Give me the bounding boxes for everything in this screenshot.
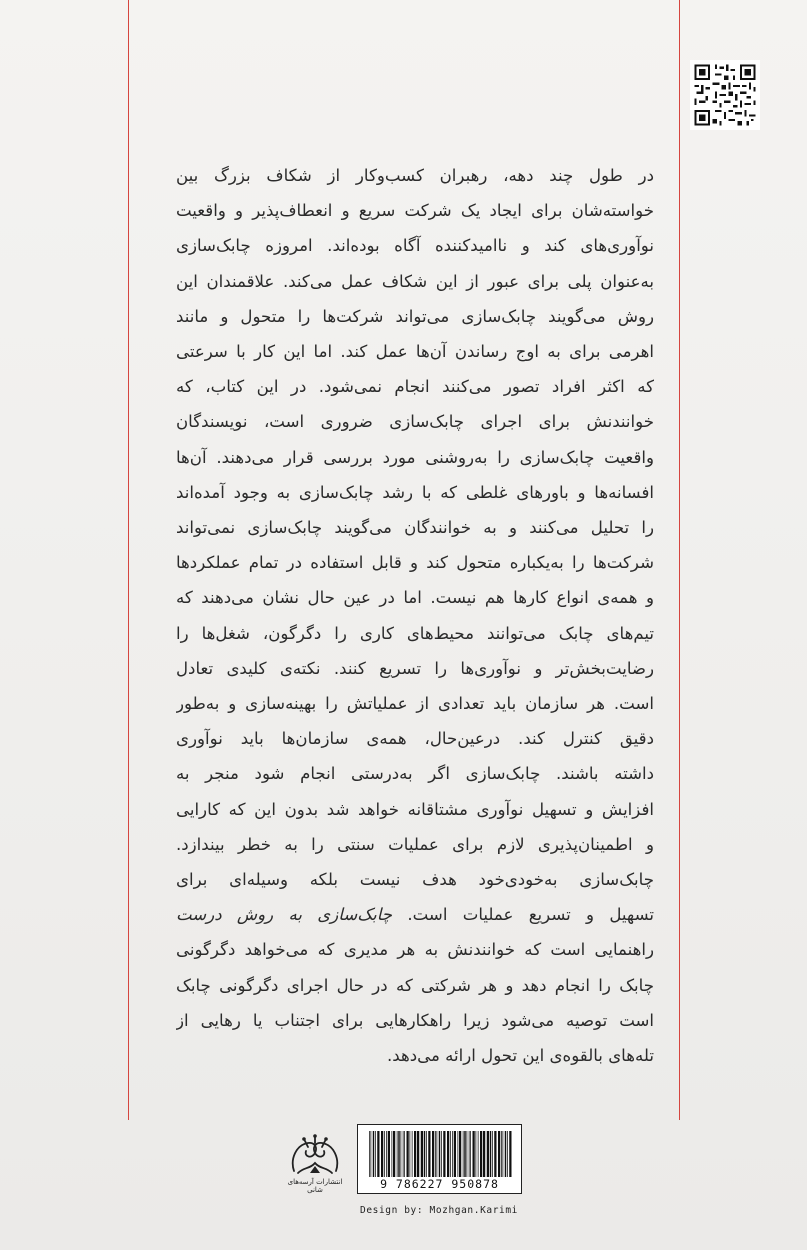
barcode-bars (368, 1131, 513, 1177)
description-line: خواسته‌شان برای ایجاد یک شرکت سریع و انعطاف‌پذیر و واقعیت (176, 201, 654, 221)
description-line: افسانه‌ها و باورهای غلطی که با رشد چابک‌سازی به وجود آمده‌اند (176, 482, 654, 502)
barcode-bar (398, 1131, 400, 1177)
barcode-bar (428, 1131, 430, 1177)
description-line: در طول چند دهه، رهبران کسب‌وکار از شکاف بزرگ بین (176, 166, 654, 185)
barcode-bar (463, 1131, 464, 1177)
barcode-bar (443, 1131, 445, 1177)
description-line: دقیق کنترل کند. درعین‌حال، همه‌ی سازمان‌ها باید نوآوری (176, 729, 654, 749)
designer-credit: Design by: Mozhgan.Karimi (360, 1205, 518, 1216)
barcode-bar (503, 1131, 504, 1177)
barcode-bar (452, 1131, 453, 1177)
barcode-bar (412, 1131, 413, 1177)
barcode-bar (401, 1131, 402, 1177)
description-line: روش می‌گویند چابک‌سازی می‌تواند شرکت‌ها را متحول و مانند (176, 306, 654, 326)
barcode-bar (505, 1131, 507, 1177)
description-line: داشته باشند. چابک‌سازی اگر به‌درستی انجام شود منجر به (176, 764, 654, 784)
barcode-bar (483, 1131, 485, 1177)
barcode-bar (470, 1131, 471, 1177)
barcode-bar (469, 1131, 470, 1177)
book-description (176, 158, 654, 1073)
isbn-number: 9 786227 950878 (380, 1177, 499, 1191)
publisher-emblem-icon (284, 1133, 346, 1181)
barcode-bar (480, 1131, 482, 1177)
barcode-bar (373, 1131, 375, 1177)
description-line-with-title (176, 897, 654, 932)
barcode-bar (388, 1131, 390, 1177)
barcode-bar (509, 1131, 511, 1177)
barcode-bar (424, 1131, 426, 1177)
description-line: افزایش و تسهیل نوآوری مشتاقانه خواهد شد بدون این که کارایی (176, 799, 654, 819)
barcode-bar (492, 1131, 493, 1177)
barcode-bar (432, 1131, 434, 1177)
barcode-bar (439, 1131, 441, 1177)
barcode-bar (435, 1131, 436, 1177)
description-line: تیم‌های چابک می‌توانند محیط‌های کاری را دگرگون، شغل‌ها را (176, 623, 654, 643)
barcode-bar (437, 1131, 438, 1177)
publisher-name: انتشارات آرسه‌های شانی (287, 1178, 343, 1194)
description-line: و اطمینان‌پذیری لازم برای عملیات سنتی را به خطر بیندازد. (176, 834, 654, 854)
description-line: و همه‌ی انواع کارها هم نیست. اما در عین حال نشان می‌دهند که (176, 588, 654, 608)
description-line: تله‌های بالقوه‌ی این تحول ارائه می‌دهد. (387, 1046, 654, 1066)
isbn-barcode (357, 1124, 522, 1194)
barcode-bar (490, 1131, 492, 1177)
barcode-bar (501, 1131, 502, 1177)
description-line: است توصیه می‌شود زیرا راهکارهایی برای اجتناب یا رهایی از (176, 1010, 654, 1030)
barcode-bar (392, 1131, 393, 1177)
barcode-bar (393, 1131, 395, 1177)
barcode-bar (464, 1131, 466, 1177)
frame-right-line (679, 0, 680, 1120)
description-line: چابک را انجام دهد و هر شرکتی که در حال اجرای دگرگونی چابک (176, 975, 654, 995)
barcode-bar (454, 1131, 456, 1177)
barcode-bar (371, 1131, 372, 1177)
barcode-bar (410, 1131, 411, 1177)
barcode-bar (377, 1131, 379, 1177)
barcode-bar (441, 1131, 442, 1177)
description-line: شرکت‌ها را به‌یکباره متحول کند و قابل استفاده در تمام عملکردها (176, 553, 654, 573)
barcode-bar (414, 1131, 416, 1177)
barcode-bar (404, 1131, 405, 1177)
barcode-bar (473, 1131, 475, 1177)
barcode-bar (498, 1131, 500, 1177)
description-line: به‌عنوان پلی برای عبور از این شکاف عمل می‌کند. علاقمندان این (176, 271, 654, 291)
barcode-bar (375, 1131, 376, 1177)
barcode-bar (447, 1131, 449, 1177)
description-line: چابک‌سازی به‌خودی‌خود هدف نیست بلکه وسیله‌ای برای (176, 870, 654, 890)
barcode-bar (458, 1131, 459, 1177)
book-title-italic: چابک‌سازی به روش درست (176, 905, 393, 925)
barcode-bar (381, 1131, 383, 1177)
description-line: راهنمایی است که خوانندنش به هر مدیری که می‌خواهد دگرگونی (176, 940, 654, 960)
description-line-prefix: تسهیل و تسریع عملیات است. (407, 905, 654, 925)
barcode-bar (476, 1131, 477, 1177)
barcode-bar (487, 1131, 489, 1177)
qr-code-icon (692, 62, 758, 128)
barcode-bar (450, 1131, 451, 1177)
frame-left-line (128, 0, 129, 1120)
barcode-bar (407, 1131, 409, 1177)
barcode-bar (417, 1131, 419, 1177)
barcode-bar (421, 1131, 423, 1177)
description-line: است. هر سازمان باید تعدادی از عملیاتش را بهینه‌سازی و به‌طور (176, 694, 654, 714)
description-line: که اکثر افراد تصور می‌کنند انجام نمی‌شود. در این کتاب، که (176, 377, 654, 397)
qr-code[interactable] (690, 60, 760, 130)
barcode-bar (459, 1131, 461, 1177)
barcode-bar (386, 1131, 387, 1177)
barcode-bar (507, 1131, 508, 1177)
barcode-bar (403, 1131, 404, 1177)
description-line: واقعیت چابک‌سازی را به‌روشنی مورد بررسی قرار می‌دهند. آن‌ها (176, 447, 654, 467)
barcode-bar (384, 1131, 385, 1177)
description-line: نوآوری‌های کند و ناامیدکننده آگاه بوده‌اند. امروزه چابک‌سازی (176, 236, 654, 256)
barcode-bar (467, 1131, 468, 1177)
barcode-bar (426, 1131, 427, 1177)
barcode-bar (397, 1131, 398, 1177)
description-line: رضایت‌بخش‌تر و نوآوری‌ها را تسریع کنند. نکته‌ی کلیدی تعادل (176, 658, 654, 678)
barcode-bar (478, 1131, 479, 1177)
barcode-bar (494, 1131, 496, 1177)
description-line: خوانندنش برای اجرای چابک‌سازی ضروری است، نویسندگان (176, 412, 654, 432)
description-line: را تحلیل می‌کنند و به خوانندگان می‌گویند چابک‌سازی نمی‌تواند (176, 518, 654, 538)
description-line: اهرمی برای به اوج رساندن آن‌ها عمل کند. اما این کار با سرعتی (176, 342, 654, 362)
barcode-bar (369, 1131, 370, 1177)
